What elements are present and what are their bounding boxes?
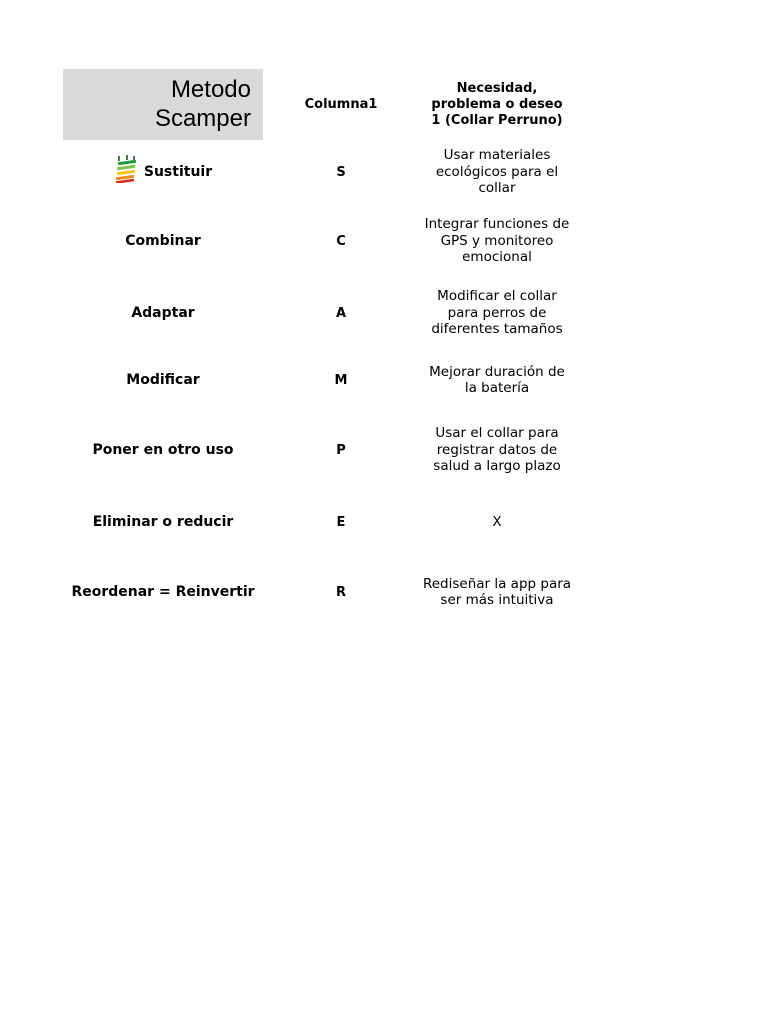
- description-cell[interactable]: [419, 278, 575, 348]
- description-line: Mejorar duración de: [429, 363, 565, 380]
- letter-cell[interactable]: [263, 140, 419, 204]
- description-line: X: [492, 513, 502, 530]
- need-header-line-1: Necesidad,: [456, 80, 538, 96]
- description-line: GPS y monitoreo: [440, 232, 554, 249]
- table-row: [63, 488, 583, 556]
- description-cell[interactable]: [419, 204, 575, 278]
- description-line: Usar el collar para: [435, 425, 559, 442]
- description-text: [423, 576, 571, 609]
- table-row: [63, 412, 583, 488]
- method-cell[interactable]: [63, 278, 263, 348]
- description-line: Integrar funciones de: [424, 216, 570, 233]
- method-letter: P: [336, 442, 346, 458]
- letter-cell[interactable]: [263, 488, 419, 556]
- description-cell[interactable]: [419, 488, 575, 556]
- description-line: para perros de: [447, 304, 547, 321]
- description-cell[interactable]: [419, 412, 575, 488]
- method-name: Sustituir: [143, 164, 213, 180]
- letter-cell[interactable]: [263, 348, 419, 412]
- table-title-cell[interactable]: [63, 69, 263, 140]
- letter-cell[interactable]: [263, 556, 419, 628]
- method-cell[interactable]: [63, 204, 263, 278]
- table-row: [63, 278, 583, 348]
- letter-cell[interactable]: [263, 278, 419, 348]
- description-line: ser más intuitiva: [440, 592, 554, 608]
- description-line: Usar materiales: [443, 147, 551, 164]
- need-header[interactable]: [419, 69, 575, 140]
- method-cell[interactable]: [63, 488, 263, 556]
- description-line: salud a largo plazo: [433, 458, 561, 475]
- description-line: Rediseñar la app para: [422, 575, 572, 592]
- description-cell[interactable]: [419, 556, 575, 628]
- description-line: collar: [478, 180, 516, 197]
- letter-cell[interactable]: [263, 412, 419, 488]
- method-letter: E: [336, 514, 346, 530]
- method-letter: S: [336, 164, 346, 180]
- method-cell[interactable]: [63, 140, 263, 204]
- description-cell[interactable]: [419, 348, 575, 412]
- description-line: la batería: [464, 380, 530, 396]
- need-header-label: [431, 81, 562, 129]
- method-cell[interactable]: [63, 412, 263, 488]
- method-letter: C: [336, 233, 346, 249]
- method-name: Adaptar: [131, 305, 195, 321]
- method-letter: R: [335, 584, 346, 600]
- method-name: Modificar: [126, 372, 200, 388]
- method-name: Poner en otro uso: [92, 442, 234, 458]
- method-letter: M: [334, 372, 348, 388]
- letter-cell[interactable]: [263, 204, 419, 278]
- description-line: emocional: [462, 249, 532, 266]
- description-text: [492, 514, 501, 531]
- description-line: registrar datos de: [436, 441, 558, 458]
- method-name: Eliminar o reducir: [92, 514, 234, 530]
- table-row: [63, 556, 583, 628]
- need-header-line-2: problema o deseo: [431, 96, 563, 112]
- column1-header[interactable]: [263, 69, 419, 140]
- description-text: [436, 147, 558, 197]
- method-name: Reordenar = Reinvertir: [71, 584, 255, 600]
- table-title-line-2: Scamper: [154, 105, 251, 132]
- table-row: [63, 204, 583, 278]
- method-name: Combinar: [125, 233, 201, 249]
- method-cell[interactable]: [63, 556, 263, 628]
- rating-bars-icon: [114, 155, 140, 183]
- description-line: diferentes tamaños: [431, 321, 563, 338]
- column1-header-label: Columna1: [304, 97, 378, 112]
- table-title-line-1: Metodo: [170, 76, 251, 103]
- table-row: [63, 348, 583, 412]
- table-row: [63, 140, 583, 204]
- method-letter: A: [335, 305, 347, 321]
- description-text: [431, 288, 562, 338]
- description-text: [429, 364, 565, 397]
- description-text: [433, 425, 560, 475]
- description-text: [425, 216, 570, 266]
- description-cell[interactable]: [419, 140, 575, 204]
- method-cell[interactable]: [63, 348, 263, 412]
- description-line: ecológicos para el: [435, 163, 559, 180]
- need-header-line-3: 1 (Collar Perruno): [431, 112, 563, 128]
- description-line: Modificar el collar: [437, 288, 557, 305]
